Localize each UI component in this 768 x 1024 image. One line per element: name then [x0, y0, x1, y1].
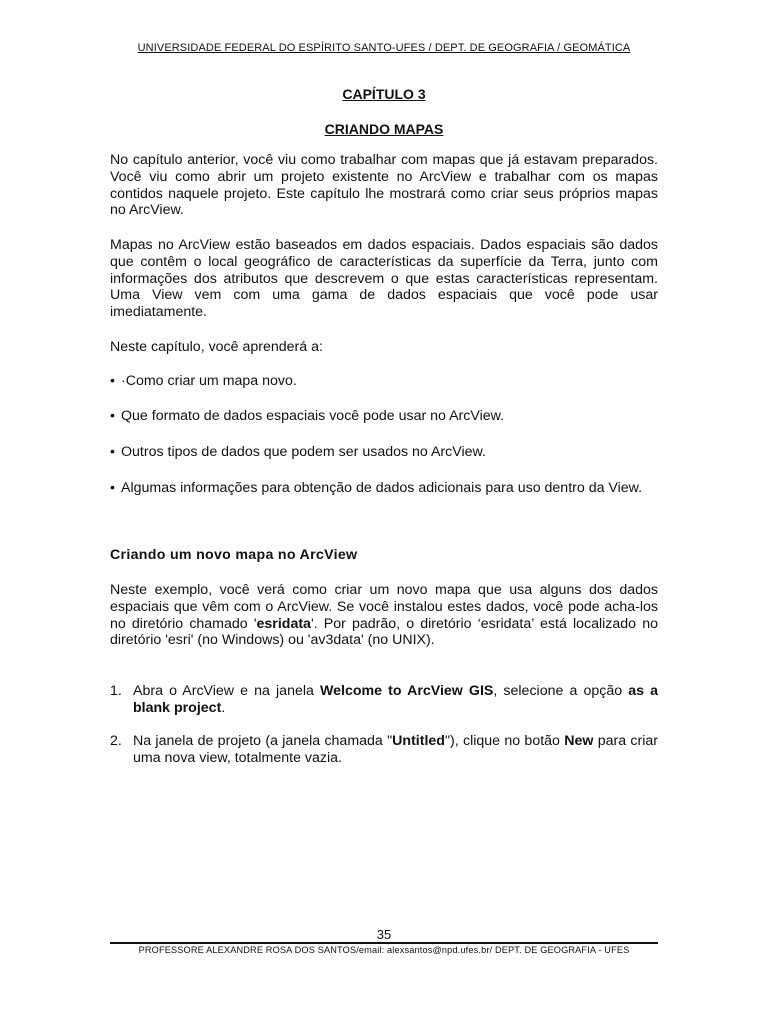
step-number: 2.	[110, 733, 122, 749]
bullet-item	[110, 480, 658, 497]
step-text-bold: Welcome to ArcView GIS	[320, 683, 494, 699]
bullet-icon: •	[110, 444, 115, 460]
section-text-part: Neste exemplo, você verá como criar um novo mapa que usa alguns dos dados espaciais que vêm com o ArcView. Se você instalou estes dados, você pode acha-los no diretório chamado '	[110, 582, 658, 632]
step-item	[110, 733, 658, 767]
section-title: Criando um novo mapa no ArcView	[110, 547, 358, 563]
step-text-bold: Untitled	[392, 733, 445, 749]
learn-intro-paragraph: Neste capítulo, você aprenderá a:	[110, 339, 323, 355]
footer-divider	[110, 942, 658, 944]
step-text-part: , selecione a opção	[493, 683, 629, 699]
step-text-part: Abra o ArcView e na janela	[133, 683, 320, 699]
step-text-bold: as a blank project	[133, 683, 658, 716]
section-text-part: '. Por padrão, o diretório ‘esridata’ está localizado no diretório 'esri' (no Windows) ou 'av3data' (no UNIX).	[110, 615, 658, 649]
bullet-item	[110, 444, 658, 461]
step-item	[110, 683, 658, 717]
section-text-bold: esridata	[256, 615, 311, 632]
bullet-text: Algumas informações para obtenção de dados adicionais para uso dentro da View.	[121, 480, 643, 496]
step-text-bold: New	[564, 733, 594, 749]
step-text	[133, 733, 658, 767]
chapter-title: CRIANDO MAPAS	[324, 121, 444, 137]
bullet-text: Outros tipos de dados que podem ser usados no ArcView.	[121, 444, 486, 460]
step-number: 1.	[110, 683, 122, 699]
bullet-item	[110, 373, 658, 390]
step-text-part: para criar uma nova view, totalmente vazia.	[133, 733, 658, 766]
bullet-icon: •	[110, 408, 115, 424]
bullet-text: ·Como criar um mapa novo.	[121, 373, 297, 389]
bullet-item	[110, 408, 658, 425]
page-header: UNIVERSIDADE FEDERAL DO ESPÍRITO SANTO-UFES / DEPT. DE GEOGRAFIA / GEOMÁTICA	[137, 42, 631, 54]
spatial-data-paragraph: Mapas no ArcView estão baseados em dados espaciais. Dados espaciais são dados que contêm o local geográfico de características da superfície da Terra, junto com informações dos atributos que descrevem o que estas características representam. Uma View vem com uma gama de dados espaciais que você pode usar imediatamente.	[110, 237, 658, 321]
step-text-part: Na janela de projeto (a janela chamada "	[133, 733, 393, 749]
step-text	[133, 683, 658, 717]
step-text-part: "), clique no botão	[444, 733, 565, 749]
bullet-icon: •	[110, 373, 115, 389]
page-footer: PROFESSORE ALEXANDRE ROSA DOS SANTOS/email: alexsantos@npd.ufes.br/ DEPT. DE GEOGRAFIA - UFES	[138, 945, 630, 955]
chapter-number: CAPÍTULO 3	[342, 86, 426, 102]
page-number: 35	[376, 927, 392, 942]
step-text-part: .	[221, 699, 226, 716]
bullet-text: Que formato de dados espaciais você pode usar no ArcView.	[121, 408, 505, 424]
bullet-icon: •	[110, 480, 115, 496]
intro-paragraph: No capítulo anterior, você viu como trabalhar com mapas que já estavam preparados. Você viu como abrir um projeto existente no ArcView e trabalhar com os mapas contidos naquele projeto. Este capítulo lhe mostrará como criar seus próprios mapas no ArcView.	[110, 152, 658, 219]
section-paragraph	[110, 582, 658, 649]
